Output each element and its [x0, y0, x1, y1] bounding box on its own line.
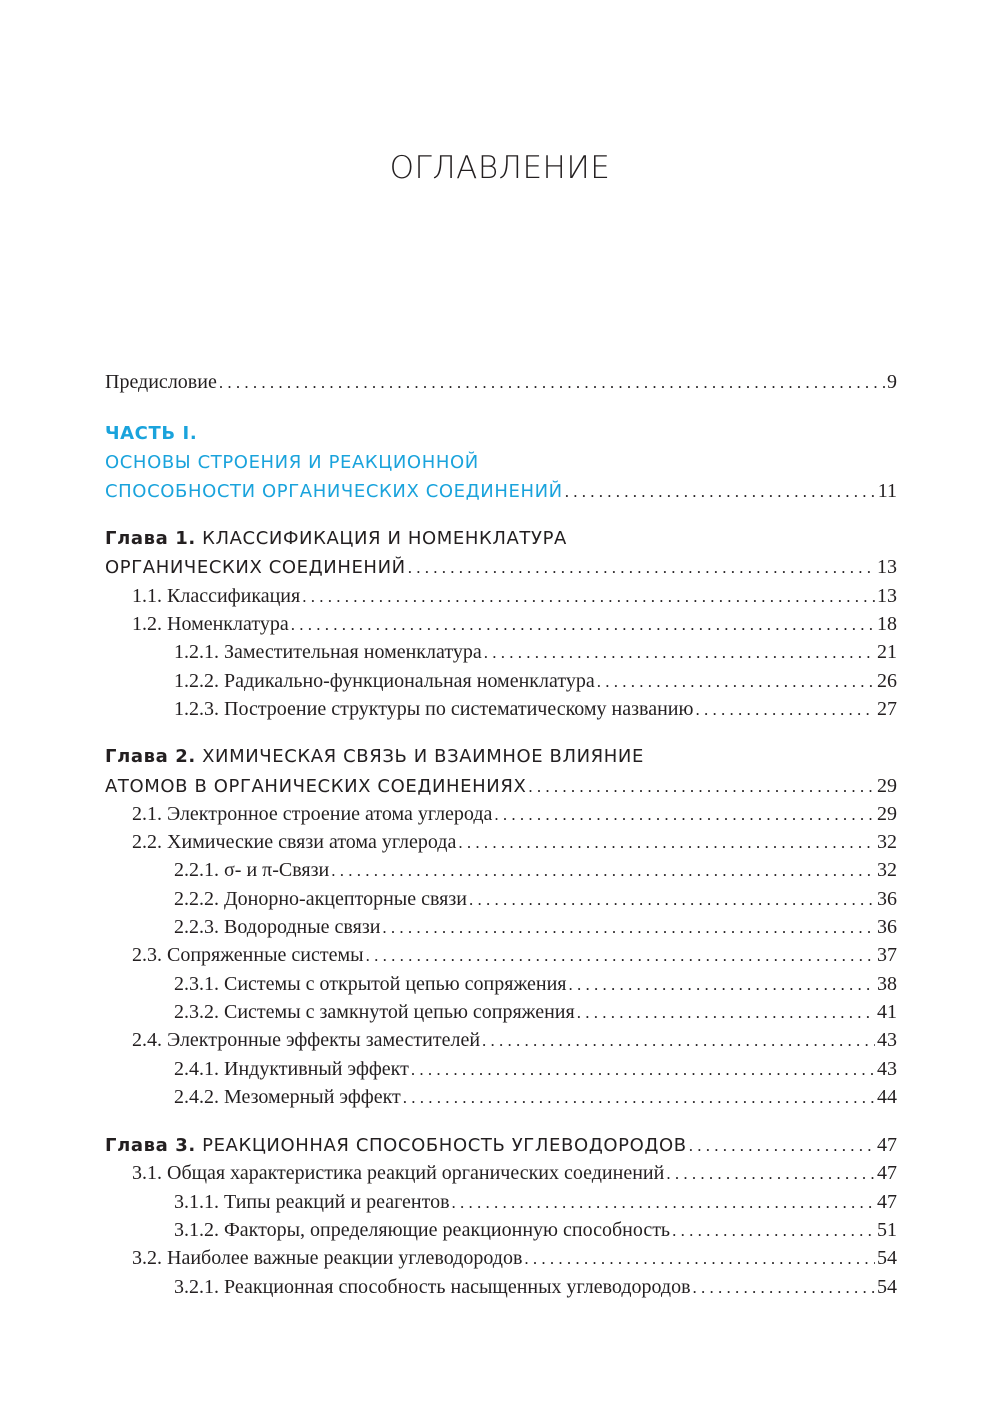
- chapter-prefix: Глава 3.: [105, 1135, 196, 1157]
- toc-page-number: 13: [877, 556, 897, 579]
- toc-entry[interactable]: [105, 1273, 897, 1301]
- toc-entry-chapter-2[interactable]: [105, 772, 897, 800]
- toc-entry[interactable]: [105, 1026, 897, 1054]
- toc-entry[interactable]: [105, 695, 897, 723]
- chapter-heading-3: [105, 1132, 687, 1160]
- toc-entry-text: 3.1. Общая характеристика реакций органических соединений: [132, 1162, 665, 1185]
- toc-page-number: 27: [877, 697, 897, 720]
- toc-entry-text: 2.2.2. Донорно-акцепторные связи: [174, 887, 467, 910]
- leader-dots: [219, 369, 885, 397]
- toc-entry-text: 2.4.2. Мезомерный эффект: [174, 1085, 401, 1108]
- toc-page-number: 43: [877, 1029, 897, 1052]
- toc-entry[interactable]: [105, 1055, 897, 1083]
- toc-page-number: 32: [877, 859, 897, 882]
- toc-entry-preface[interactable]: [105, 368, 897, 396]
- toc-entry-text: 2.3. Сопряженные системы: [132, 944, 364, 967]
- toc-page-number: 32: [877, 831, 897, 854]
- toc-entry[interactable]: [105, 638, 897, 666]
- toc-entry[interactable]: [105, 913, 897, 941]
- toc-page-number: 13: [877, 584, 897, 607]
- leader-dots: [452, 1189, 875, 1217]
- toc-page-number: 37: [877, 944, 897, 967]
- leader-dots: [528, 773, 875, 801]
- toc-entry-text: 3.2. Наиболее важные реакции углеводородов: [132, 1247, 523, 1270]
- chapter-prefix: Глава 2.: [105, 746, 196, 768]
- leader-dots: [408, 554, 875, 582]
- toc-entry[interactable]: [105, 667, 897, 695]
- chapter-title-line1: КЛАССИФИКАЦИЯ И НОМЕНКЛАТУРА: [202, 528, 567, 550]
- leader-dots: [458, 829, 875, 857]
- leader-dots: [291, 611, 875, 639]
- leader-dots: [672, 1217, 875, 1245]
- toc-entry-text: 2.1. Электронное строение атома углерода: [132, 802, 493, 825]
- toc-entry[interactable]: [105, 610, 897, 638]
- toc-page-number: 54: [877, 1275, 897, 1298]
- toc-page-number: 47: [877, 1134, 897, 1157]
- toc-entry[interactable]: [105, 828, 897, 856]
- toc-entry[interactable]: [105, 970, 897, 998]
- leader-dots: [302, 583, 875, 611]
- toc-entry[interactable]: [105, 800, 897, 828]
- toc-entry-chapter-3[interactable]: [105, 1131, 897, 1159]
- toc-entry[interactable]: [105, 1159, 897, 1187]
- toc-entry-text: 2.4.1. Индуктивный эффект: [174, 1057, 409, 1080]
- toc-entry[interactable]: [105, 941, 897, 969]
- toc-entry-text: Предисловие: [105, 371, 217, 393]
- toc-page-number: 21: [877, 641, 897, 664]
- toc-entry-text: 3.1.1. Типы реакций и реагентов: [174, 1190, 450, 1213]
- toc-page-number: 41: [877, 1000, 897, 1023]
- toc-entry-text: 1.2. Номенклатура: [132, 613, 289, 636]
- chapter-title-line1: РЕАКЦИОННАЯ СПОСОБНОСТЬ УГЛЕВОДОРОДОВ: [202, 1135, 687, 1157]
- toc-entry[interactable]: [105, 1083, 897, 1111]
- toc-entry-text: 1.2.2. Радикально-функциональная номенклатура: [174, 669, 595, 692]
- toc-page-number: 47: [877, 1190, 897, 1213]
- toc-entry-text: 1.2.3. Построение структуры по систематическому названию: [174, 697, 694, 720]
- toc-page-number: 43: [877, 1057, 897, 1080]
- leader-dots: [366, 942, 875, 970]
- chapter-prefix: Глава 1.: [105, 528, 196, 550]
- leader-dots: [577, 999, 875, 1027]
- toc-entry-chapter-1[interactable]: [105, 553, 897, 581]
- toc-page-number: 47: [877, 1162, 897, 1185]
- toc-entry-text: 2.3.2. Системы с замкнутой цепью сопряжения: [174, 1000, 575, 1023]
- toc-entry[interactable]: [105, 1244, 897, 1272]
- toc-entry-text: 2.2.3. Водородные связи: [174, 916, 381, 939]
- leader-dots: [494, 801, 875, 829]
- toc-page-number: 44: [877, 1085, 897, 1108]
- leader-dots: [484, 639, 875, 667]
- toc-entry[interactable]: [105, 1216, 897, 1244]
- leader-dots: [695, 696, 875, 724]
- toc-entry-text: 2.4. Электронные эффекты заместителей: [132, 1029, 481, 1052]
- leader-dots: [689, 1132, 875, 1160]
- toc-page-number: 26: [877, 669, 897, 692]
- toc-entry-text: 3.1.2. Факторы, определяющие реакционную способность: [174, 1219, 671, 1242]
- chapter-heading-2: [105, 743, 897, 771]
- toc-entry-text: 2.2.1. σ- и π-Связи: [174, 859, 330, 882]
- toc-page-number: 11: [877, 479, 897, 502]
- toc-page-number: 18: [877, 613, 897, 636]
- table-of-contents: [105, 368, 897, 1301]
- toc-entry[interactable]: [105, 856, 897, 884]
- leader-dots: [482, 1027, 875, 1055]
- leader-dots: [693, 1274, 875, 1302]
- part-label: ЧАСТЬ I.: [105, 423, 198, 445]
- leader-dots: [524, 1245, 875, 1273]
- leader-dots: [469, 886, 875, 914]
- chapter-title-line2: АТОМОВ В ОРГАНИЧЕСКИХ СОЕДИНЕНИЯХ: [105, 775, 527, 797]
- leader-dots: [565, 478, 876, 506]
- toc-page-number: 29: [877, 802, 897, 825]
- chapter-heading-1: [105, 525, 897, 553]
- page-title: ОГЛАВЛЕНИЕ: [389, 150, 611, 186]
- leader-dots: [331, 857, 875, 885]
- toc-entry[interactable]: [105, 582, 897, 610]
- leader-dots: [411, 1056, 875, 1084]
- leader-dots: [403, 1084, 875, 1112]
- toc-entry-text: 2.3.1. Системы с открытой цепью сопряжения: [174, 972, 567, 995]
- leader-dots: [568, 971, 875, 999]
- toc-page-number: 38: [877, 972, 897, 995]
- toc-entry-text: 3.2.1. Реакционная способность насыщенных углеводородов: [174, 1275, 691, 1298]
- toc-page-number: 29: [877, 774, 897, 797]
- chapter-title-line2: ОРГАНИЧЕСКИХ СОЕДИНЕНИЙ: [105, 557, 406, 579]
- toc-entry[interactable]: [105, 998, 897, 1026]
- leader-dots: [597, 668, 875, 696]
- toc-entry-part1[interactable]: [105, 477, 897, 505]
- chapter-title-line1: ХИМИЧЕСКАЯ СВЯЗЬ И ВЗАИМНОЕ ВЛИЯНИЕ: [202, 746, 644, 768]
- toc-page-number: 54: [877, 1247, 897, 1270]
- leader-dots: [382, 914, 875, 942]
- toc-entry[interactable]: [105, 1188, 897, 1216]
- part-title-line2: СПОСОБНОСТИ ОРГАНИЧЕСКИХ СОЕДИНЕНИЙ: [105, 480, 563, 502]
- toc-entry-text: 1.1. Классификация: [132, 584, 301, 607]
- toc-page-number: 9: [887, 371, 897, 393]
- part-title-line1: ОСНОВЫ СТРОЕНИЯ И РЕАКЦИОННОЙ: [105, 451, 479, 473]
- toc-page-number: 51: [877, 1219, 897, 1242]
- toc-entry-text: 1.2.1. Заместительная номенклатура: [174, 641, 482, 664]
- toc-page-number: 36: [877, 916, 897, 939]
- toc-entry[interactable]: [105, 885, 897, 913]
- leader-dots: [666, 1160, 875, 1188]
- toc-entry-text: 2.2. Химические связи атома углерода: [132, 831, 457, 854]
- toc-page-number: 36: [877, 887, 897, 910]
